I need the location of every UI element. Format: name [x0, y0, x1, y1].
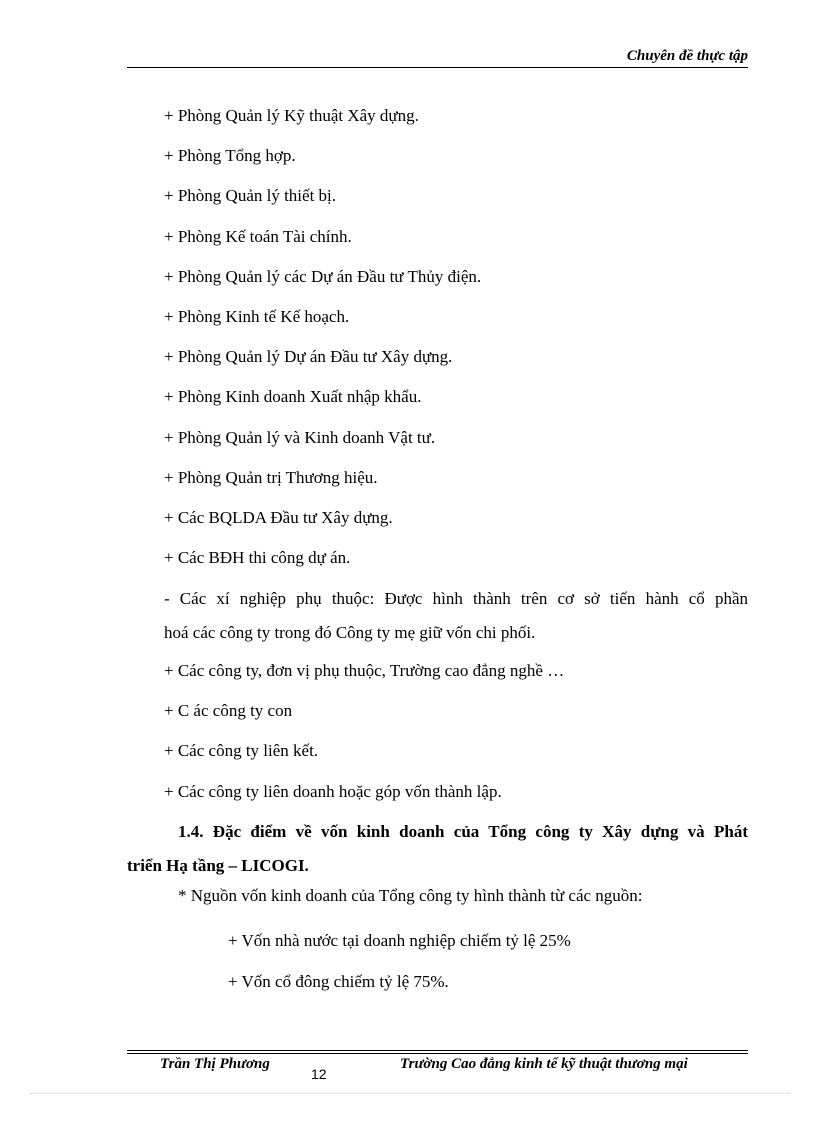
paragraph-line: - Các xí nghiệp phụ thuộc: Được hình thành trên cơ sở tiến hành cổ phần: [164, 589, 748, 608]
list-item: + Các công ty, đơn vị phụ thuộc, Trường cao đẳng nghề …: [164, 661, 565, 680]
page-header: [127, 46, 748, 68]
page-bottom-divider: [30, 1093, 790, 1094]
footer-rule: [127, 1053, 748, 1054]
capital-source-item: + Vốn cổ đông chiếm tỷ lệ 75%.: [228, 972, 449, 991]
list-item: + Phòng Quản trị Thương hiệu.: [164, 467, 378, 487]
header-title: Chuyên đề thực tập: [626, 48, 748, 64]
list-item: + Các BQLDA Đầu tư Xây dựng.: [164, 507, 393, 527]
header-rule: [127, 67, 748, 68]
list-item: + Phòng Quản lý Kỹ thuật Xây dựng.: [164, 106, 419, 125]
footer-school: Trường Cao đẳng kinh tế kỹ thuật thương mại: [400, 1056, 688, 1072]
list-item: + Các công ty liên kết.: [164, 741, 319, 761]
department-list: [164, 100, 748, 582]
list-item: + Phòng Tổng hợp.: [164, 146, 296, 166]
dependent-enterprises-paragraph: [164, 582, 748, 650]
list-item: + C ác công ty con: [164, 701, 293, 721]
list-item: + Phòng Kinh doanh Xuất nhập khẩu.: [164, 387, 422, 407]
list-item: + Phòng Quản lý các Dự án Đầu tư Thủy điện.: [164, 266, 482, 286]
paragraph-line: hoá các công ty trong đó Công ty mẹ giữ vốn chi phối.: [164, 623, 536, 642]
section-heading-line: triển Hạ tầng – LICOGI.: [127, 856, 309, 875]
page-number: 12: [311, 1066, 327, 1082]
list-item: + Phòng Quản lý và Kinh doanh Vật tư.: [164, 427, 436, 447]
footer-author: Trần Thị Phương: [160, 1056, 270, 1072]
list-item: + Phòng Quản lý thiết bị.: [164, 186, 337, 206]
company-list: [164, 655, 564, 816]
capital-source-item: + Vốn nhà nước tại doanh nghiệp chiếm tỷ lệ 25%: [228, 931, 571, 950]
list-item: + Phòng Kinh tế Kế hoạch.: [164, 306, 350, 326]
list-item: + Các công ty liên doanh hoặc góp vốn thành lập.: [164, 781, 502, 801]
section-heading-line: 1.4. Đặc điểm về vốn kinh doanh của Tổng công ty Xây dựng và Phát: [178, 822, 748, 841]
section-heading: [127, 815, 748, 883]
capital-sources-intro: * Nguồn vốn kinh doanh của Tổng công ty hình thành từ các nguồn:: [178, 886, 643, 905]
list-item: + Các BĐH thi công dự án.: [164, 548, 351, 568]
list-item: + Phòng Kế toán Tài chính.: [164, 226, 352, 246]
footer-rule: [127, 1050, 748, 1051]
list-item: + Phòng Quản lý Dự án Đầu tư Xây dựng.: [164, 347, 453, 367]
